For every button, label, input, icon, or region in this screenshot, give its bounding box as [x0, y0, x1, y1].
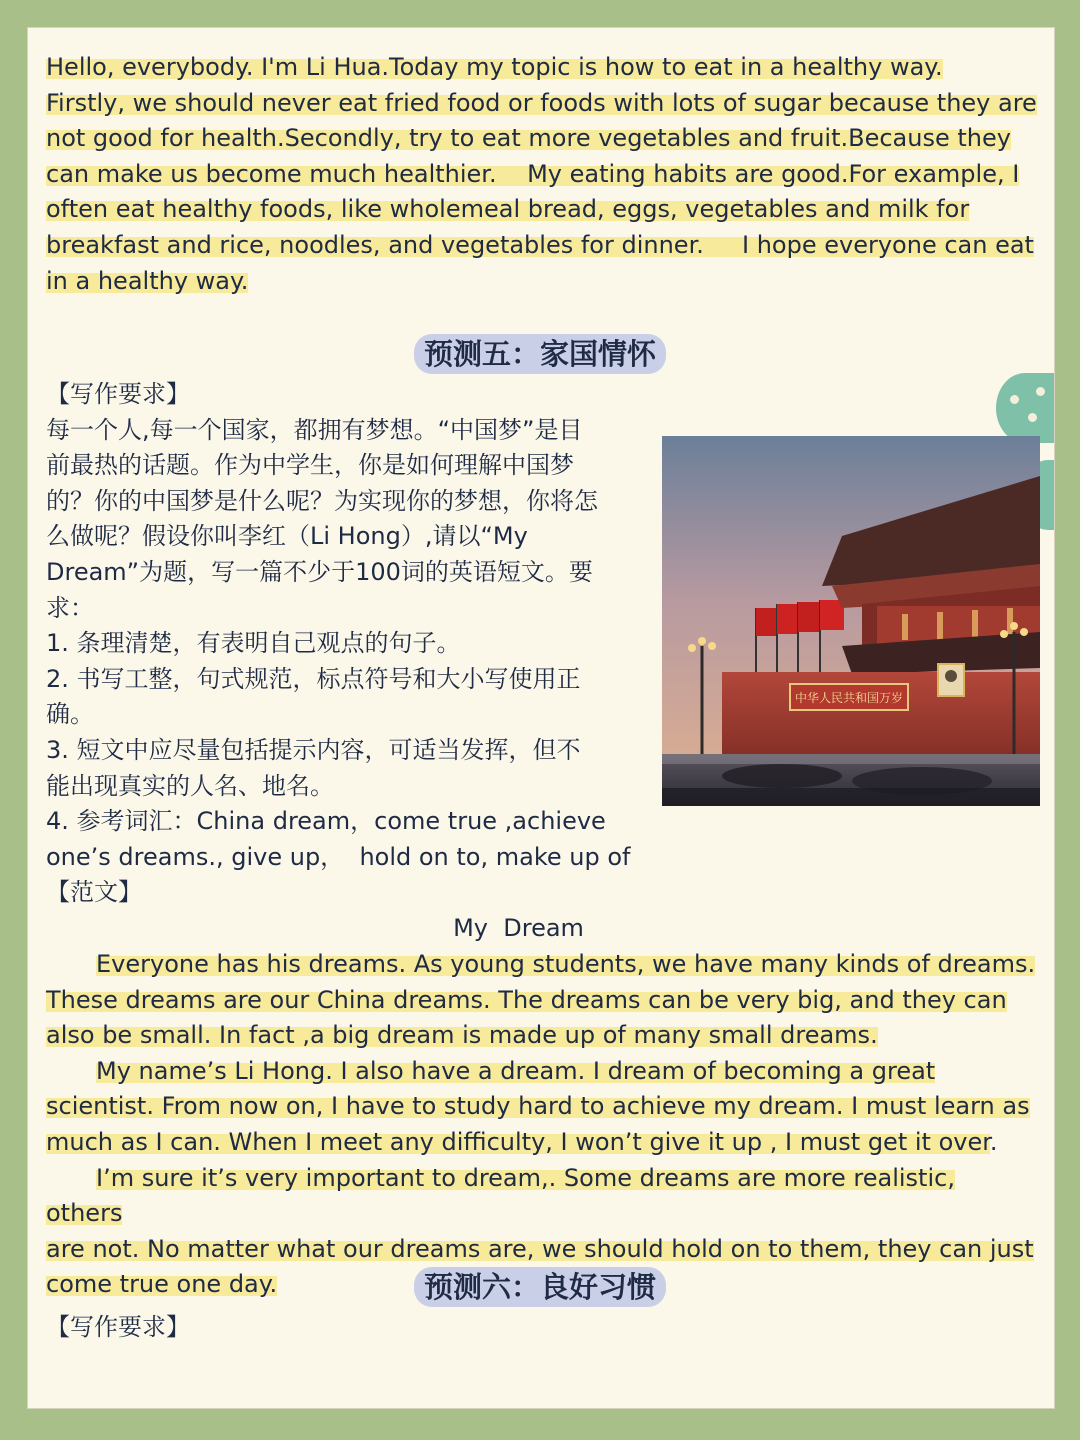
text-line: I’m sure it’s very important to dream,. Some dreams are more realistic, others: [46, 1163, 955, 1228]
text-line: 每一个人,每一个国家，都拥有梦想。“中国梦”是目: [46, 415, 583, 444]
essay-title: My Dream: [453, 914, 584, 942]
text-line: Everyone has his dreams. As young students, we have many kinds of dreams.: [96, 950, 1036, 978]
text-line: scientist. From now on, I have to study hard to achieve my dream. I must learn as: [46, 1092, 1030, 1121]
text-line: breakfast and rice, noodles, and vegetables for dinner. I hope everyone can eat: [46, 230, 1034, 259]
text-line: often eat healthy foods, like wholemeal bread, eggs, vegetables and milk for: [46, 195, 970, 224]
text-line: 4. 参考词汇：China dream，come true ,achieve: [46, 807, 606, 836]
section-title: [0, 1267, 1080, 1307]
writing-requirements: [46, 1310, 636, 1346]
text-line: also be small. In fact ,a big dream is made up of many small dreams.: [46, 1021, 878, 1050]
text-line: My name’s Li Hong. I also have a dream. I dream of becoming a great: [96, 1056, 936, 1085]
trailing-period: .: [989, 1127, 998, 1156]
text-line: much as I can. When I meet any difficulty, I won’t give it up , I must get it over: [46, 1127, 990, 1156]
text-line: Hello, everybody. I'm Li Hua.Today my topic is how to eat in a healthy way.: [46, 53, 943, 81]
text-line: Firstly, we should never eat fried food or foods with lots of sugar because they are: [46, 88, 1037, 117]
text-line: can make us become much healthier. My eating habits are good.For example, I: [46, 159, 1020, 188]
requirement-label: 【写作要求】: [46, 1313, 190, 1341]
writing-requirements: [46, 377, 636, 911]
text-line: 2. 书写工整，句式规范，标点符号和大小写使用正: [46, 664, 581, 693]
text-line: 求：: [46, 593, 94, 622]
text-line: one’s dreams., give up， hold on to, make up of: [46, 842, 631, 871]
tiananmen-photo: [662, 436, 1040, 806]
section-title-pill: 预测六：良好习惯: [414, 1267, 666, 1307]
text-line: 能出现真实的人名、地名。: [46, 771, 334, 800]
text-line: 确。: [46, 700, 94, 729]
sample-essay: [46, 947, 1036, 1303]
text-line: not good for health.Secondly, try to eat more vegetables and fruit.Because they: [46, 124, 1011, 153]
sample-label: 【范文】: [46, 878, 142, 907]
text-line: These dreams are our China dreams. The dreams can be very big, and they can: [46, 985, 1007, 1014]
intro-paragraph: [46, 50, 1036, 299]
photo-sign-text: 中华人民共和国万岁: [794, 691, 904, 705]
decorative-shape: [996, 373, 1054, 443]
requirement-label: 【写作要求】: [46, 380, 190, 408]
text-line: 前最热的话题。作为中学生，你是如何理解中国梦: [46, 451, 574, 480]
text-line: 的？你的中国梦是什么呢？为实现你的梦想，你将怎: [46, 486, 598, 515]
text-line: 1. 条理清楚，有表明自己观点的句子。: [46, 629, 461, 658]
section-title-pill: 预测五：家国情怀: [414, 334, 666, 374]
text-line: are not. No matter what our dreams are, we should hold on to them, they can just: [46, 1234, 1034, 1263]
text-line: 么做呢？假设你叫李红（Li Hong）,请以“My: [46, 522, 528, 551]
text-line: in a healthy way.: [46, 266, 249, 295]
text-line: 3. 短文中应尽量包括提示内容，可适当发挥，但不: [46, 735, 581, 764]
text-line: come true one day.: [46, 1270, 278, 1299]
text-line: Dream”为题，写一篇不少于100词的英语短文。要: [46, 557, 593, 586]
section-title: [0, 334, 1080, 374]
